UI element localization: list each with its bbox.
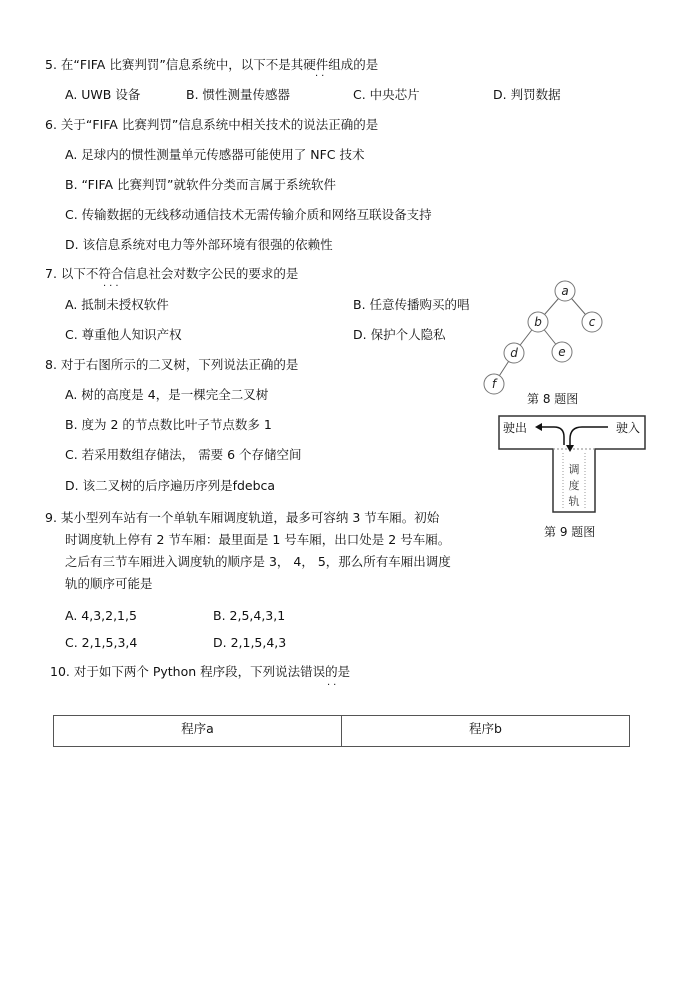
q7-emphasis-dots: ··· bbox=[103, 281, 122, 292]
q9-stem-line-1: 9. 某小型列车站有一个单轨车厢调度轨道，最多可容纳 3 节车厢。初始 bbox=[45, 510, 440, 525]
q5-emphasis-dots: ·· bbox=[315, 71, 328, 82]
q9-stem-line-4: 轨的顺序可能是 bbox=[65, 576, 153, 591]
q9-option-d: D. 2,1,5,4,3 bbox=[213, 635, 287, 650]
q7-option-a: A. 抵制未授权软件 bbox=[65, 297, 169, 312]
q9-stem-line-2: 时调度轨上停有 2 节车厢：最里面是 1 号车厢，出口处是 2 号车厢。 bbox=[65, 532, 451, 547]
node-a-label: a bbox=[561, 284, 569, 298]
q8-option-d: D. 该二叉树的后序遍历序列是fdebca bbox=[65, 478, 276, 493]
q6-option-a: A. 足球内的惯性测量单元传感器可能使用了 NFC 技术 bbox=[65, 147, 365, 162]
q5-option-b: B. 惯性测量传感器 bbox=[186, 87, 291, 102]
q10-stem: 10. 对于如下两个 Python 程序段，下列说法错误的是 bbox=[50, 664, 351, 679]
node-f-label: f bbox=[491, 377, 497, 391]
q5-option-c: C. 中央芯片 bbox=[353, 87, 420, 102]
q6-option-c: C. 传输数据的无线移动通信技术无需传输介质和网络互联设备支持 bbox=[65, 207, 432, 222]
q7-option-b: B. 任意传播购买的唱 bbox=[353, 297, 470, 312]
q5-option-d: D. 判罚数据 bbox=[493, 87, 561, 102]
program-table bbox=[53, 715, 630, 747]
program-a-header: 程序a bbox=[54, 716, 342, 747]
q5-stem: 5. 在“FIFA 比赛判罚”信息系统中，以下不是其硬件组成的是 bbox=[45, 57, 379, 72]
q8-option-c: C. 若采用数组存储法， 需要 6 个存储空间 bbox=[65, 447, 302, 462]
track-label-1: 调 bbox=[568, 463, 580, 476]
node-b-label: b bbox=[534, 315, 542, 329]
node-d-label: d bbox=[510, 346, 518, 360]
track-in-label: 驶入 bbox=[616, 421, 641, 435]
q7-option-d: D. 保护个人隐私 bbox=[353, 327, 446, 342]
q8-stem: 8. 对于右图所示的二叉树，下列说法正确的是 bbox=[45, 357, 299, 372]
binary-tree-figure bbox=[470, 270, 620, 395]
node-c-label: c bbox=[588, 315, 596, 329]
node-e-label: e bbox=[558, 345, 566, 359]
q9-option-b: B. 2,5,4,3,1 bbox=[213, 608, 286, 623]
q10-emphasis-dots: ·· bbox=[327, 680, 340, 691]
q7-option-c: C. 尊重他人知识产权 bbox=[65, 327, 182, 342]
q9-stem-line-3: 之后有三节车厢进入调度轨的顺序是 3， 4， 5，那么所有车厢出调度 bbox=[65, 554, 451, 569]
track-label-3: 轨 bbox=[568, 495, 580, 508]
track-out-label: 驶出 bbox=[503, 421, 528, 435]
q7-stem: 7. 以下不符合信息社会对数字公民的要求的是 bbox=[45, 266, 299, 281]
q9-option-c: C. 2,1,5,3,4 bbox=[65, 635, 138, 650]
q6-stem: 6. 关于“FIFA 比赛判罚”信息系统中相关技术的说法正确的是 bbox=[45, 117, 379, 132]
q9-figure-caption: 第 9 题图 bbox=[544, 525, 596, 539]
track-figure bbox=[498, 415, 648, 515]
q8-option-b: B. 度为 2 的节点数比叶子节点数多 1 bbox=[65, 417, 272, 432]
q5-option-a: A. UWB 设备 bbox=[65, 87, 141, 102]
q8-option-a: A. 树的高度是 4，是一棵完全二叉树 bbox=[65, 387, 269, 402]
q6-option-b: B. “FIFA 比赛判罚”就软件分类而言属于系统软件 bbox=[65, 177, 337, 192]
q6-option-d: D. 该信息系统对电力等外部环境有很强的依赖性 bbox=[65, 237, 333, 252]
track-label-2: 度 bbox=[568, 479, 580, 492]
q9-option-a: A. 4,3,2,1,5 bbox=[65, 608, 137, 623]
q8-figure-caption: 第 8 题图 bbox=[527, 392, 579, 406]
program-b-header: 程序b bbox=[342, 716, 630, 747]
